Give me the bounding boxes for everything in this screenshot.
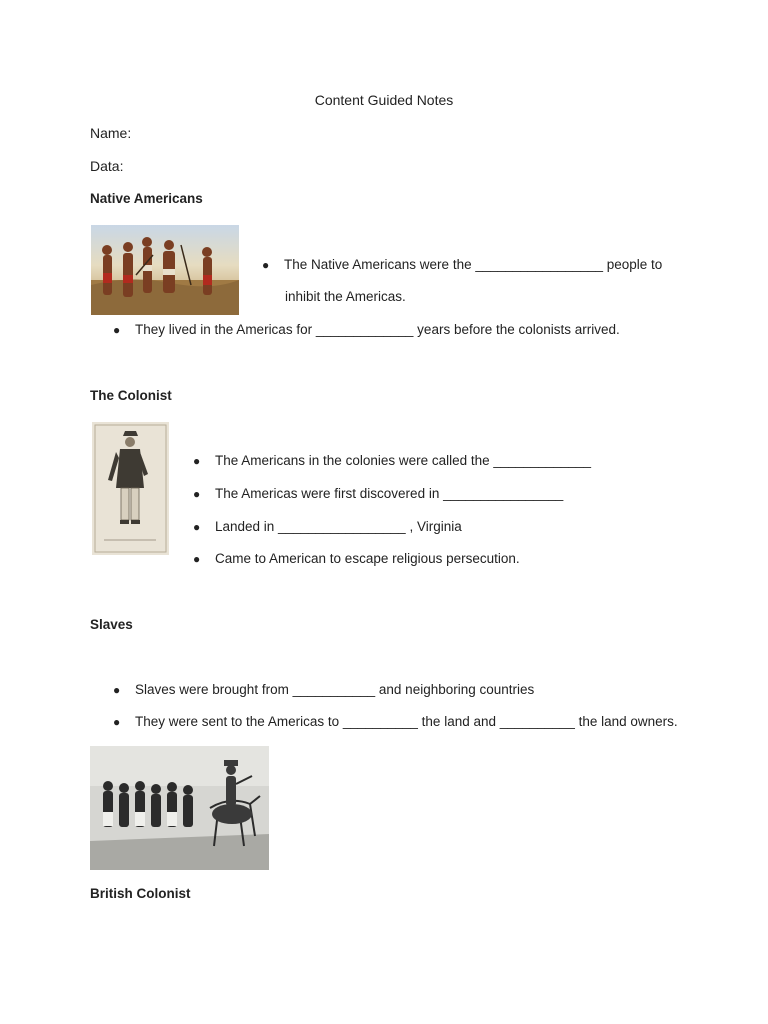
native-bullet-2	[113, 314, 620, 346]
native-bullet-1-text: The Native Americans were the _________________ people to	[284, 257, 663, 272]
colonist-bullet-4-text: Came to American to escape religious persecution.	[215, 551, 520, 566]
bullet-dot: ●	[193, 520, 201, 534]
bullet-dot: ●	[113, 323, 121, 337]
colonist-bullet-2	[193, 478, 563, 510]
colonist-bullet-3-text: Landed in _________________ , Virginia	[215, 519, 462, 534]
colonist-heading: The Colonist	[90, 388, 172, 403]
name-label: Name:	[90, 125, 132, 141]
colonist-bullet-2-text: The Americas were first discovered in ________________	[215, 486, 564, 501]
colonist-bullet-3	[193, 511, 462, 543]
slaves-heading: Slaves	[90, 617, 133, 632]
native-bullet-1	[262, 249, 662, 281]
slaves-illustration	[90, 746, 269, 870]
native-bullet-1-continuation: inhibit the Americas.	[285, 289, 406, 304]
bullet-dot: ●	[193, 454, 201, 468]
british-colonist-heading: British Colonist	[90, 886, 191, 901]
bullet-dot: ●	[193, 487, 201, 501]
bullet-dot: ●	[113, 683, 121, 697]
colonist-bullet-1-text: The Americans in the colonies were called the _____________	[215, 453, 592, 468]
bullet-dot: ●	[193, 552, 201, 566]
slaves-bullet-2	[113, 706, 678, 738]
colonist-bullet-1	[193, 445, 591, 477]
colonist-illustration	[92, 422, 169, 555]
native-americans-heading: Native Americans	[90, 191, 203, 206]
slaves-bullet-1-text: Slaves were brought from ___________ and neighboring countries	[135, 682, 535, 697]
bullet-dot: ●	[113, 715, 121, 729]
native-bullet-2-text: They lived in the Americas for _____________ years before the colonists arrived.	[135, 322, 620, 337]
slaves-bullet-1	[113, 674, 534, 706]
date-label: Data:	[90, 158, 124, 174]
colonist-bullet-4	[193, 543, 520, 575]
native-americans-illustration	[91, 225, 239, 315]
slaves-bullet-2-text: They were sent to the Americas to __________ the land and __________ the land owners.	[135, 714, 678, 729]
bullet-dot: ●	[262, 258, 270, 272]
page-title: Content Guided Notes	[314, 92, 454, 108]
